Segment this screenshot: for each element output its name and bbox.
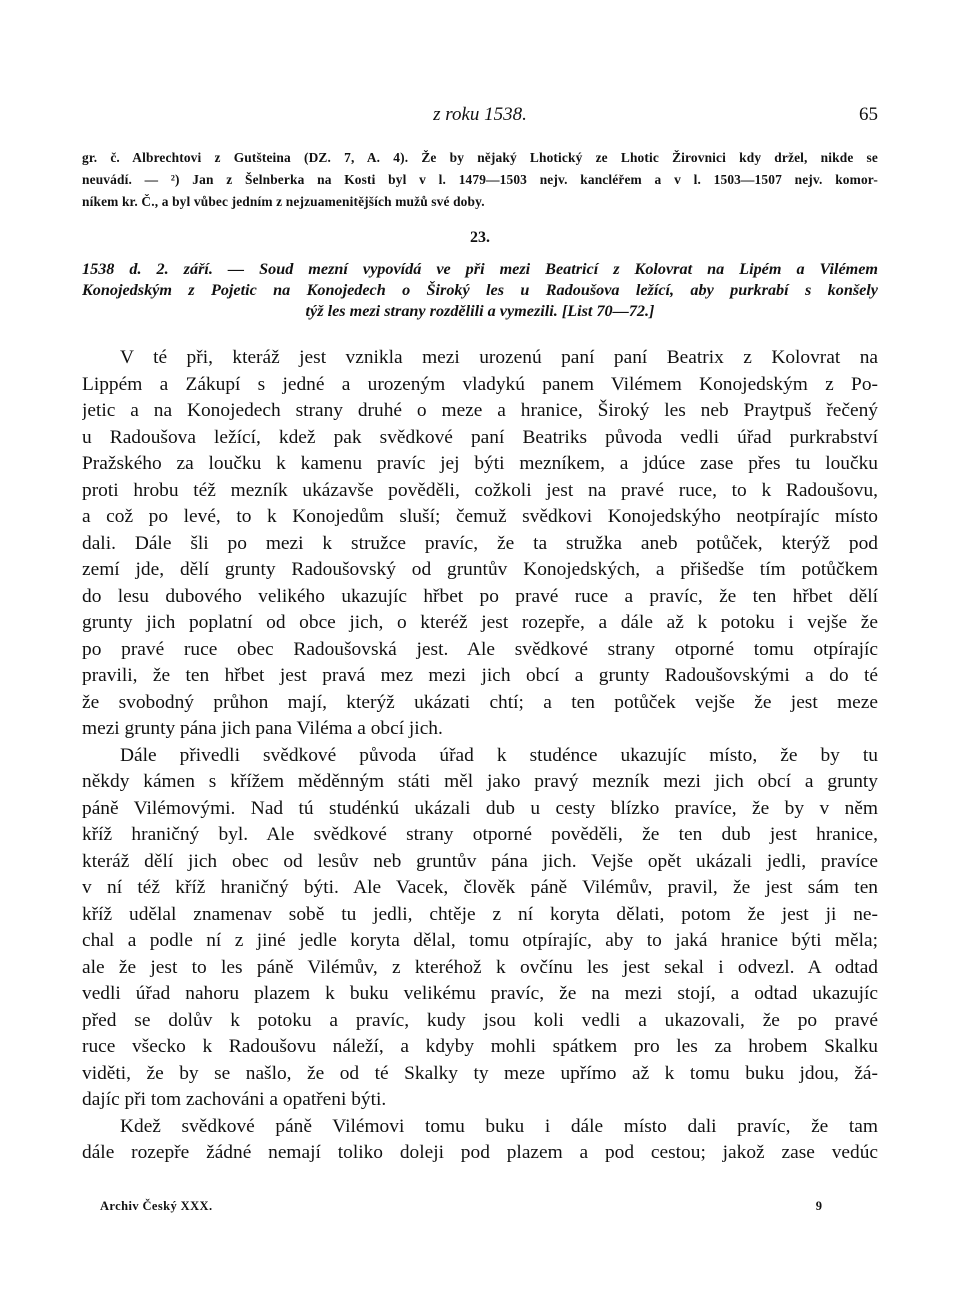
page-number: 65 [859, 104, 878, 125]
regest-line: 1538 d. 2. září. — Soud mezní vypovídá ve při mezi Beatricí z Kolovrat na Lipém a Vilémem [82, 260, 878, 278]
footnote-continuation [82, 147, 878, 213]
signature-mark: Archiv Český XXX. [100, 1199, 213, 1213]
body-line: ale že jest to les páně Vilémův, z kteréhož k ovčínu les jest sekal i odvezl. A odtad [82, 956, 878, 978]
body-line: Dále přivedli svědkové původa úřad k studénce ukazujíc místo, že by tu [120, 744, 878, 766]
body-line: kříž hraničný byl. Ale svědkové strany otporné pověděli, že ten dub jest hranice, [82, 824, 878, 845]
body-line: vedli úřad nahoru plazem k buku velikému pravíc, že na mezi stojí, a odtad ukazujíc [82, 983, 878, 1004]
body-line: Kdež svědkové páně Vilémovi tomu buku i dále místo dali pravíc, že tam [120, 1115, 878, 1137]
body-line: někdy kámen s křížem měděnným státi měl jako pravý mezník mezi jich obcí a grunty [82, 771, 878, 792]
running-title: z roku 1538. [433, 104, 527, 125]
body-line: Pražského za loučku k kamenu pravíc jej býti mezníkem, a jdúce zase přes tu loučku [82, 453, 878, 474]
body-line: ruce všecko k Radoušovu náleží, a kdyby mohli spátkem pro les za hrobem Skalku [82, 1036, 878, 1057]
body-line: pravili, že ten hřbet jest pravá mez mezi jich obcí a grunty Radoušovskými a do té [82, 665, 878, 686]
body-line: chal a podle ní z jiné jedle koryta dělal, tomu otpírajíc, aby to jaká hranice býti měla; [82, 930, 878, 951]
body-line: páně Vilémovými. Nad tú studénkú ukázali dub u cesty blízko pravíce, že by v něm [82, 797, 878, 819]
document-body [82, 345, 878, 1167]
page-footer [100, 1199, 822, 1219]
document-number: 23. [470, 229, 490, 246]
footnote-line: níkem kr. Č., a byl vůbec jedním z nejzuamenitějších mužů své doby. [82, 194, 485, 209]
body-line: že svobodný průhon mají, kterýž ukázati chtí; a ten potůček vejše že jest meze [82, 691, 878, 713]
body-line: V té při, kteráž jest vznikla mezi urozenú paní paní Beatrix z Kolovrat na [120, 347, 878, 368]
body-line: před se dolův k potoku a pravíc, kudy jsou koli vedli a ukazovali, že po pravé [82, 1009, 878, 1031]
body-line: grunty jich poplatní od obce jich, o kteréž jest rozepře, a dále až k potoku i vejše že [82, 612, 878, 633]
running-header [82, 104, 878, 128]
body-line: Lippém a Zákupí s jedné a urozeným vladykú panem Vilémem Konojedským z Po- [82, 373, 878, 395]
regest-line: Konojedským z Pojetic na Konojedech o Široký les u Radoušova ležící, aby purkrabí s konšely [82, 281, 878, 299]
body-line: dali. Dále šli po mezi k stružce pravíc, že ta stružka aneb potůček, kterýž pod [82, 532, 878, 554]
body-line: dajíc při tom zachováni a opatřeni býti. [82, 1089, 387, 1110]
body-line: v ní též kříž hraničný býti. Ale Vacek, člověk páně Vilémův, pravil, že jest sám ten [82, 877, 878, 898]
body-line: do lesu dubového velikého ukazujíc hřbet po pravé ruce a pravíc, že ten hřbet dělí [82, 585, 878, 607]
body-line: dále rozepře žádné nemají toliko doleji pod plazem a pod cestou; jakož zase vedúc [82, 1142, 878, 1163]
body-line: proti hrobu též mezník ukázavše pověděli, cožkoli jest na pravé ruce, to k Radoušovu, [82, 479, 878, 501]
document-regest [82, 259, 878, 322]
footnote-line: neuvádí. — ²) Jan z Šelnberka na Kosti byl v l. 1479—1503 nejv. kancléřem a v l. 1503—1507 nejv. komor- [82, 172, 878, 187]
body-line: jetic a na Konojedech strany druhé o meze a hranice, Široký les neb Praytpuš řečený [82, 400, 878, 421]
body-line: mezi grunty pána jich pana Viléma a obcí jich. [82, 718, 443, 739]
body-line: kříž udělal znamenav sobě tu jedli, chtěje z ní koryta dělati, potom že jest ji ne- [82, 903, 878, 925]
footnote-line: gr. č. Albrechtovi z Gutšteina (DZ. 7, A. 4). Že by nějaký Lhotický ze Lhotic Žirovnici kdy držel, nikde se [82, 150, 878, 165]
body-line: po pravé ruce obec Radoušovská jest. Ale svědkové strany otporné tomu otpírajíc [82, 638, 878, 660]
body-line: kteráž dělí jich obec od lesův neb gruntův pána jich. Vejše opět ukázali jedli, pravíce [82, 850, 878, 872]
regest-line: týž les mezi strany rozdělili a vymezili. [List 70—72.] [305, 302, 655, 320]
body-line: zemí jde, dělí grunty Radoušovský od gruntův Konojedských, a přišedše tím potůčkem [82, 559, 878, 580]
body-line: viděti, že by se našlo, že od té Skalky ty meze upřímo až k tomu buku jdou, žá- [82, 1062, 878, 1084]
body-line: u Radoušova ležící, kdež pak svědkové paní Beatriks původa vedli úřad purkrabství [82, 426, 878, 448]
body-line: a což po levé, to k Konojedům sluší; čemuž svědkovi Konojedskýho neotpírajíc místo [82, 506, 878, 527]
signature-number: 9 [815, 1199, 822, 1213]
